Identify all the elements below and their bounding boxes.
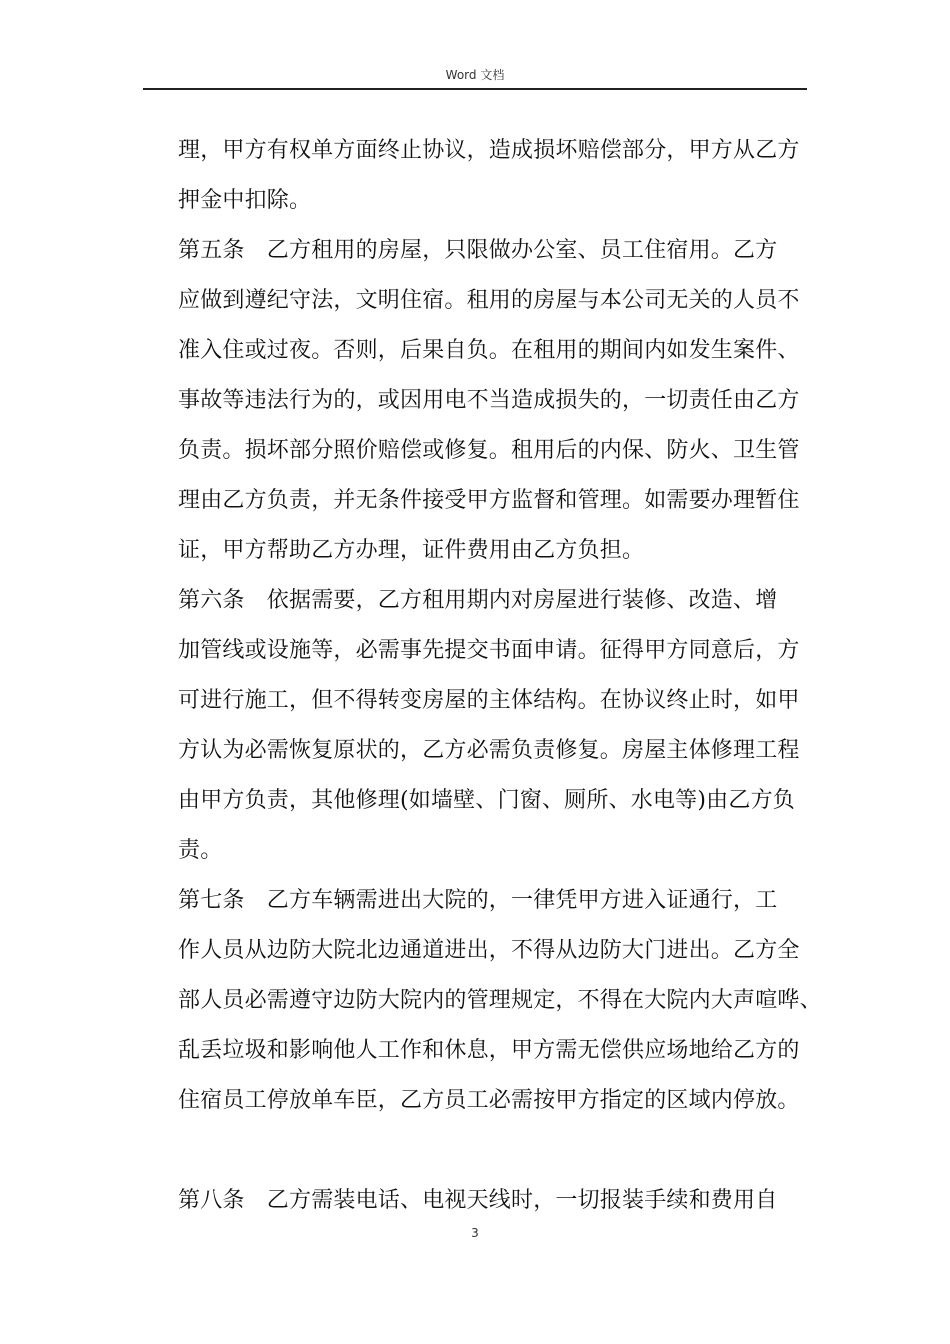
text-line: 作人员从边防大院北边通道进出，不得从边防大门进出。乙方全 bbox=[178, 938, 800, 963]
text-line: 可进行施工，但不得转变房屋的主体结构。在协议终止时，如甲 bbox=[178, 688, 800, 713]
text-line: 部人员必需遵守边防大院内的管理规定，不得在大院内大声喧哗、 bbox=[178, 988, 822, 1013]
text-line: 方认为必需恢复原状的，乙方必需负责修复。房屋主体修理工程 bbox=[178, 738, 800, 763]
text-line: 准入住或过夜。否则，后果自负。在租用的期间内如发生案件、 bbox=[178, 338, 800, 363]
text-line: 理，甲方有权单方面终止协议，造成损坏赔偿部分，甲方从乙方 bbox=[178, 138, 800, 163]
text-line: 证，甲方帮助乙方办理，证件费用由乙方负担。 bbox=[178, 538, 645, 563]
text-line: 第六条 依据需要，乙方租用期内对房屋进行装修、改造、增 bbox=[178, 588, 778, 613]
page-header bbox=[143, 64, 807, 90]
text-line: 负责。损坏部分照价赔偿或修复。租用后的内保、防火、卫生管 bbox=[178, 438, 800, 463]
text-line: 责。 bbox=[178, 838, 223, 863]
text-line: 理由乙方负责，并无条件接受甲方监督和管理。如需要办理暂住 bbox=[178, 488, 800, 513]
text-line: 加管线或设施等，必需事先提交书面申请。征得甲方同意后，方 bbox=[178, 638, 800, 663]
text-line: 乱丢垃圾和影响他人工作和休息，甲方需无偿供应场地给乙方的 bbox=[178, 1038, 800, 1063]
page-number: 3 bbox=[471, 1226, 479, 1240]
text-line: 应做到遵纪守法，文明住宿。租用的房屋与本公司无关的人员不 bbox=[178, 288, 800, 313]
text-line: 由甲方负责，其他修理(如墙壁、门窗、厕所、水电等)由乙方负 bbox=[178, 788, 795, 813]
text-line: 第八条 乙方需装电话、电视天线时，一切报装手续和费用自 bbox=[178, 1188, 778, 1213]
header-title: Word 文档 bbox=[445, 68, 505, 82]
text-line: 第五条 乙方租用的房屋，只限做办公室、员工住宿用。乙方 bbox=[178, 238, 778, 263]
text-line: 事故等违法行为的，或因用电不当造成损失的，一切责任由乙方 bbox=[178, 388, 800, 413]
blank-line bbox=[178, 1126, 818, 1176]
text-line: 住宿员工停放单车臣，乙方员工必需按甲方指定的区域内停放。 bbox=[178, 1088, 800, 1113]
text-line: 押金中扣除。 bbox=[178, 188, 312, 213]
text-line: 第七条 乙方车辆需进出大院的，一律凭甲方进入证通行，工 bbox=[178, 888, 778, 913]
page-footer bbox=[0, 1226, 950, 1240]
document-body bbox=[178, 126, 822, 1226]
